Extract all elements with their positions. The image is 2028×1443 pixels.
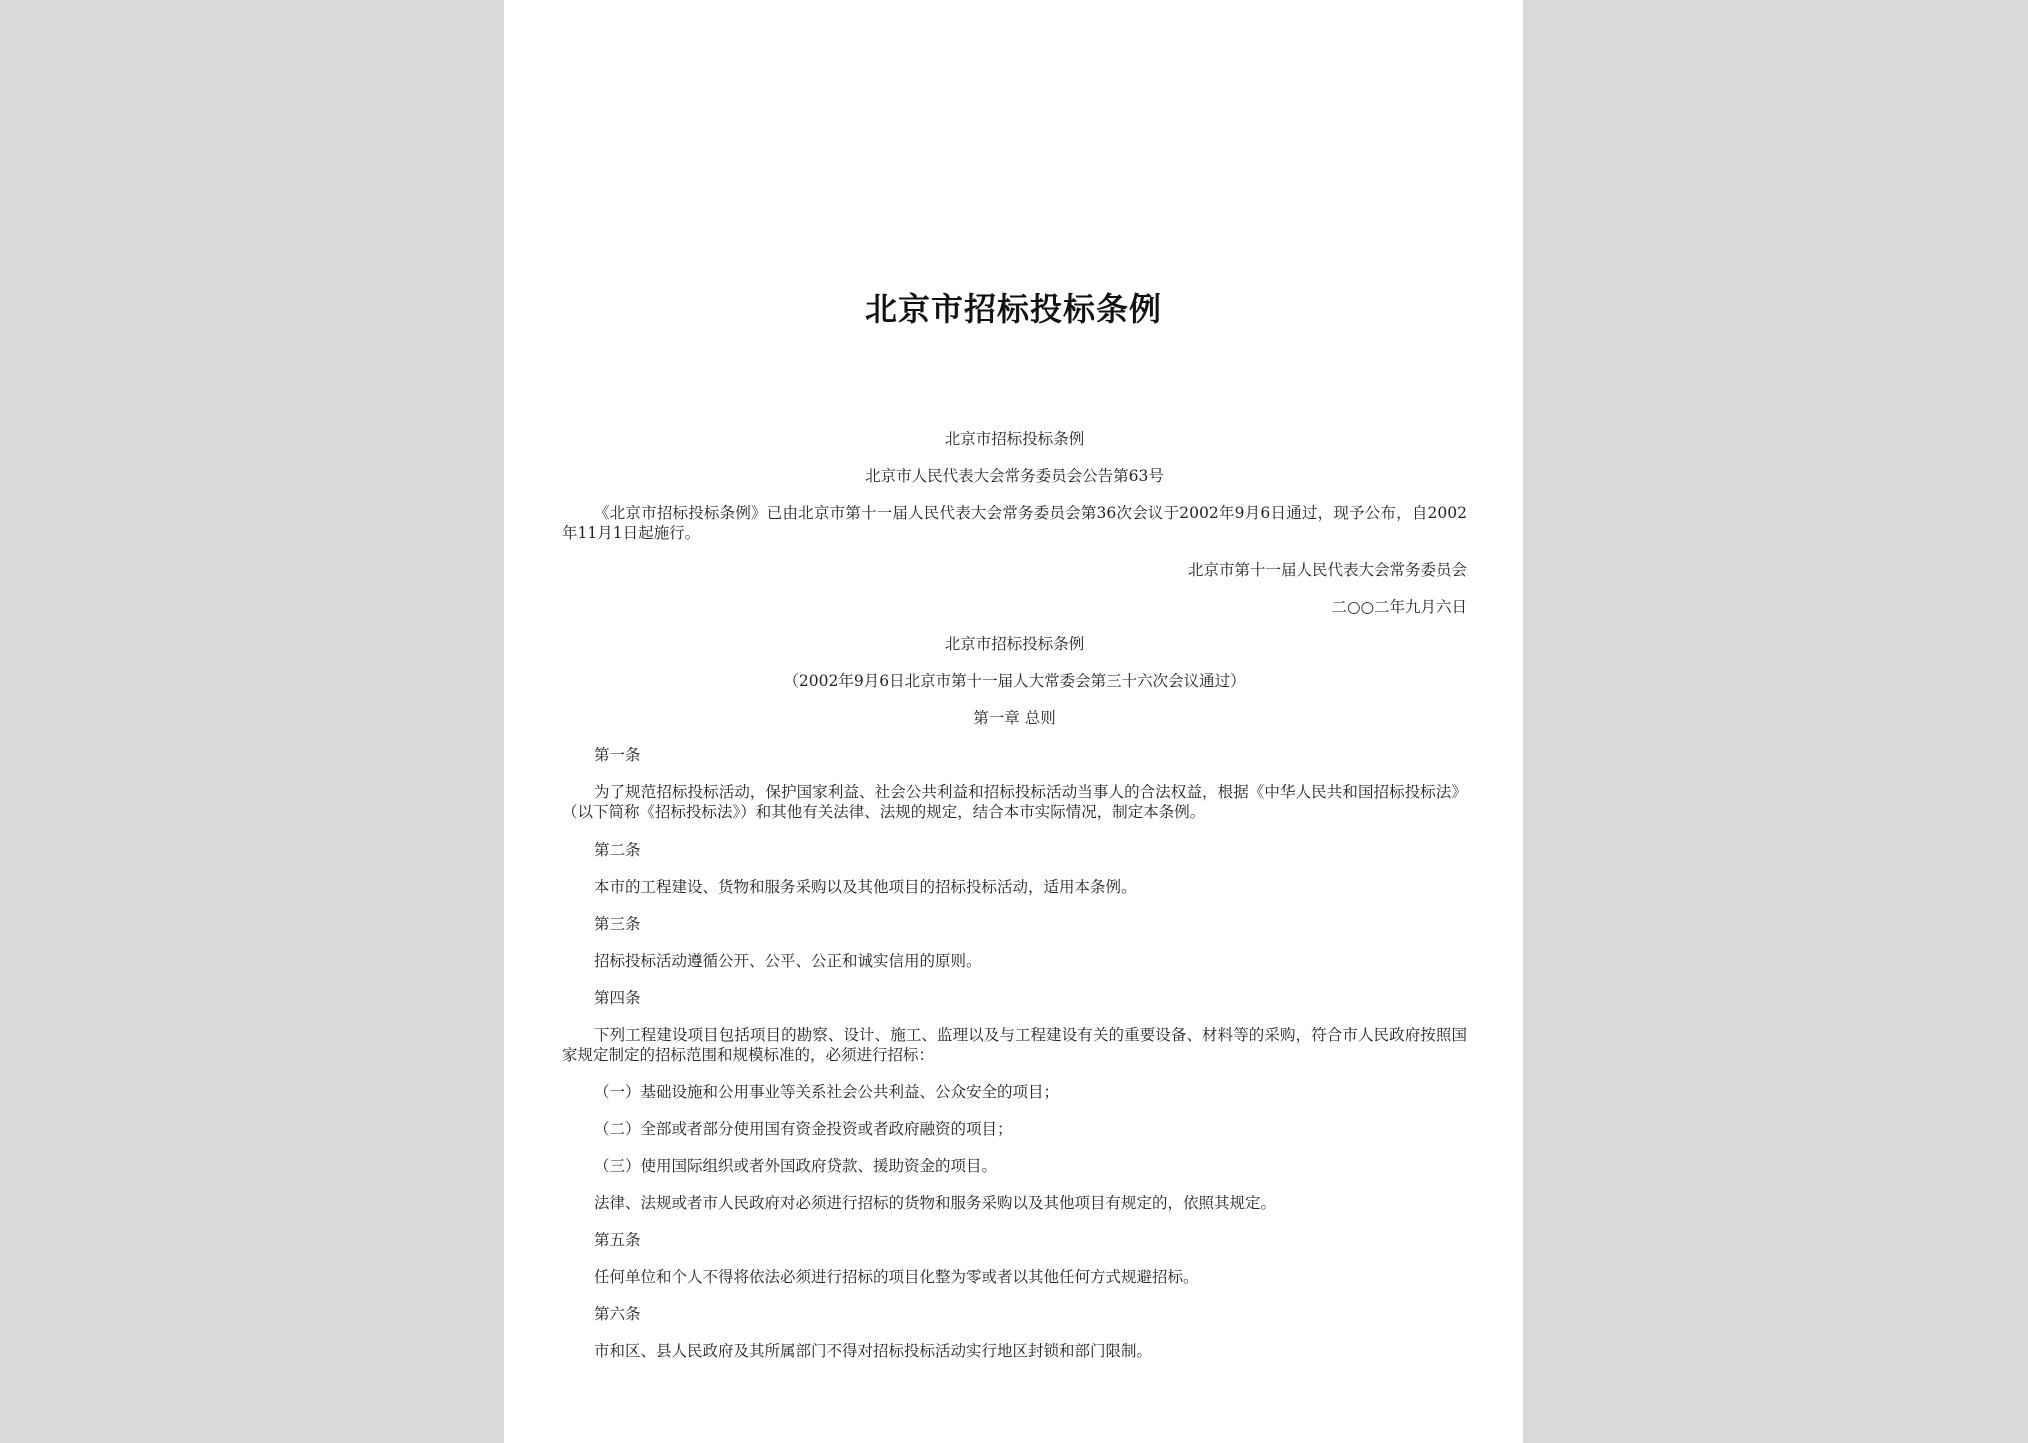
adopted-note: （2002年9月6日北京市第十一届人大常委会第三十六次会议通过） <box>783 672 1246 690</box>
issuer: 北京市第十一届人民代表大会常务委员会 <box>1187 561 1467 579</box>
article-heading: 第二条 <box>594 841 641 859</box>
article-text: 市和区、县人民政府及其所属部门不得对招标投标活动实行地区封锁和部门限制。 <box>594 1342 1153 1360</box>
chapter-heading: 第一章 总则 <box>973 709 1056 727</box>
article-heading: 第六条 <box>594 1305 641 1323</box>
document-subtitle: 北京市招标投标条例 <box>944 430 1085 448</box>
regulation-title: 北京市招标投标条例 <box>944 635 1085 653</box>
article-heading: 第四条 <box>594 989 641 1007</box>
article-item: （三）使用国际组织或者外国政府贷款、援助资金的项目。 <box>594 1157 998 1175</box>
article-heading: 第五条 <box>594 1231 641 1249</box>
document-title: 北京市招标投标条例 <box>864 290 1162 328</box>
article-text: 招标投标活动遵循公开、公平、公正和诚实信用的原则。 <box>594 952 982 970</box>
article-text: 下列工程建设项目包括项目的勘察、设计、施工、监理以及与工程建设有关的重要设备、材料等的采购，符合市人民政府按照国家规定制定的招标范围和规模标准的，必须进行招标： <box>562 1026 1467 1064</box>
article-heading: 第一条 <box>594 746 641 764</box>
article-item: （二）全部或者部分使用国有资金投资或者政府融资的项目； <box>594 1120 1013 1138</box>
document-page <box>504 0 1523 1443</box>
issue-date: 二○○二年九月六日 <box>1331 598 1467 616</box>
article-heading: 第三条 <box>594 915 641 933</box>
announcement-number: 北京市人民代表大会常务委员会公告第63号 <box>865 467 1164 485</box>
article-item: （一）基础设施和公用事业等关系社会公共利益、公众安全的项目； <box>594 1083 1060 1101</box>
article-text: 为了规范招标投标活动，保护国家利益、社会公共利益和招标投标活动当事人的合法权益，根据《中华人民共和国招标投标法》（以下简称《招标投标法》）和其他有关法律、法规的规定，结合本市实际情况，制定本条例。 <box>562 783 1467 821</box>
intro-paragraph: 《北京市招标投标条例》已由北京市第十一届人民代表大会常务委员会第36次会议于2002年9月6日通过，现予公布，自2002年11月1日起施行。 <box>562 504 1467 542</box>
article-text: 任何单位和个人不得将依法必须进行招标的项目化整为零或者以其他任何方式规避招标。 <box>594 1268 1199 1286</box>
article-text: 法律、法规或者市人民政府对必须进行招标的货物和服务采购以及其他项目有规定的，依照其规定。 <box>594 1194 1277 1212</box>
article-text: 本市的工程建设、货物和服务采购以及其他项目的招标投标活动，适用本条例。 <box>594 878 1137 896</box>
